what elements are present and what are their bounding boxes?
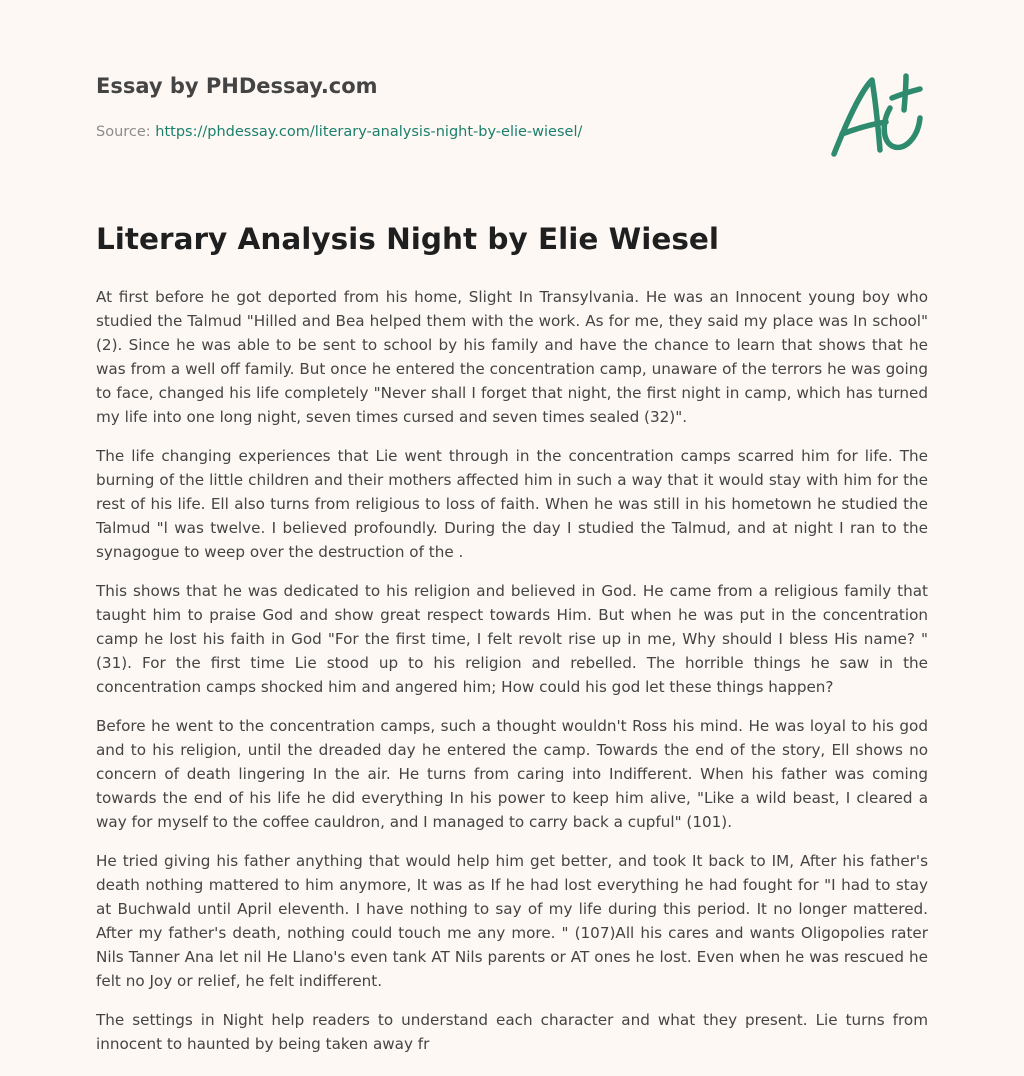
logo-letter-a-stroke: [834, 80, 880, 154]
source-label: Source:: [96, 124, 156, 140]
essay-title: Literary Analysis Night by Elie Wiesel: [96, 222, 720, 256]
source-line: [96, 124, 582, 140]
essay-paragraph: At first before he got deported from his home, Slight In Transylvania. He was an Innocent young boy who studied the Talmud "Hilled and Bea helped them with the work. As for me, they said my place was In school" (2). Since he was able to be sent to school by his family and have the chance to learn that shows that he was from a well off family. But once he entered the concentration camp, unaware of the terrors he was going to face, changed his life completely "Never shall I forget that night, the first night in camp, which has turned my life into one long night, seven times cursed and seven times sealed (32)".: [96, 288, 928, 426]
source-link[interactable]: https://phdessay.com/literary-analysis-night-by-elie-wiesel/: [155, 124, 583, 140]
a-plus-grade-icon: [826, 68, 926, 164]
essay-paragraph: This shows that he was dedicated to his religion and believed in God. He came from a religious family that taught him to praise God and show great respect towards Him. But when he was put in the concentration camp he lost his faith in God "For the first time, I felt revolt rise up in me, Why should I bless His name? " (31). For the first time Lie stood up to his religion and rebelled. The horrible things he saw in the concentration camps shocked him and angered him; How could his god let these things happen?: [96, 582, 928, 696]
logo-circle-swoosh: [884, 108, 920, 147]
essay-paragraph: The settings in Night help readers to understand each character and what they present. Lie turns from innocent to haunted by being taken away fr: [96, 1011, 928, 1053]
essay-paragraph: He tried giving his father anything that would help him get better, and took It back to IM, After his father's death nothing mattered to him anymore, It was as If he had lost everything he had fought for "I had to stay at Buchwald until April eleventh. I have nothing to say of my life during this period. It no longer mattered. After my father's death, nothing could touch me any more. " (107)All his cares and wants Oligopolies rater Nils Tanner Ana let nil He Llano's even tank AT Nils parents or AT ones he lost. Even when he was rescued he felt no Joy or relief, he felt indifferent.: [96, 852, 928, 990]
essay-paragraph: The life changing experiences that Lie went through in the concentration camps scarred him for life. The burning of the little children and their mothers affected him in such a way that it would stay with him for the rest of his life. Ell also turns from religious to loss of faith. When he was still in his hometown he studied the Talmud "l was twelve. I believed profoundly. During the day I studied the Talmud, and at night I ran to the synagogue to weep over the destruction of the .: [96, 447, 928, 561]
site-brand: Essay by PHDessay.com: [96, 74, 378, 98]
essay-paragraph: Before he went to the concentration camps, such a thought wouldn't Ross his mind. He was loyal to his god and to his religion, until the dreaded day he entered the camp. Towards the end of the story, Ell shows no concern of death lingering In the air. He turns from caring into Indifferent. When his father was coming towards the end of his life he did everything In his power to keep him alive, "Like a wild beast, I cleared a way for myself to the coffee cauldron, and I managed to carry back a cupful" (101).: [96, 717, 928, 831]
page-header: [96, 74, 928, 164]
essay-page: [96, 0, 928, 1076]
essay-body: [96, 285, 928, 1071]
